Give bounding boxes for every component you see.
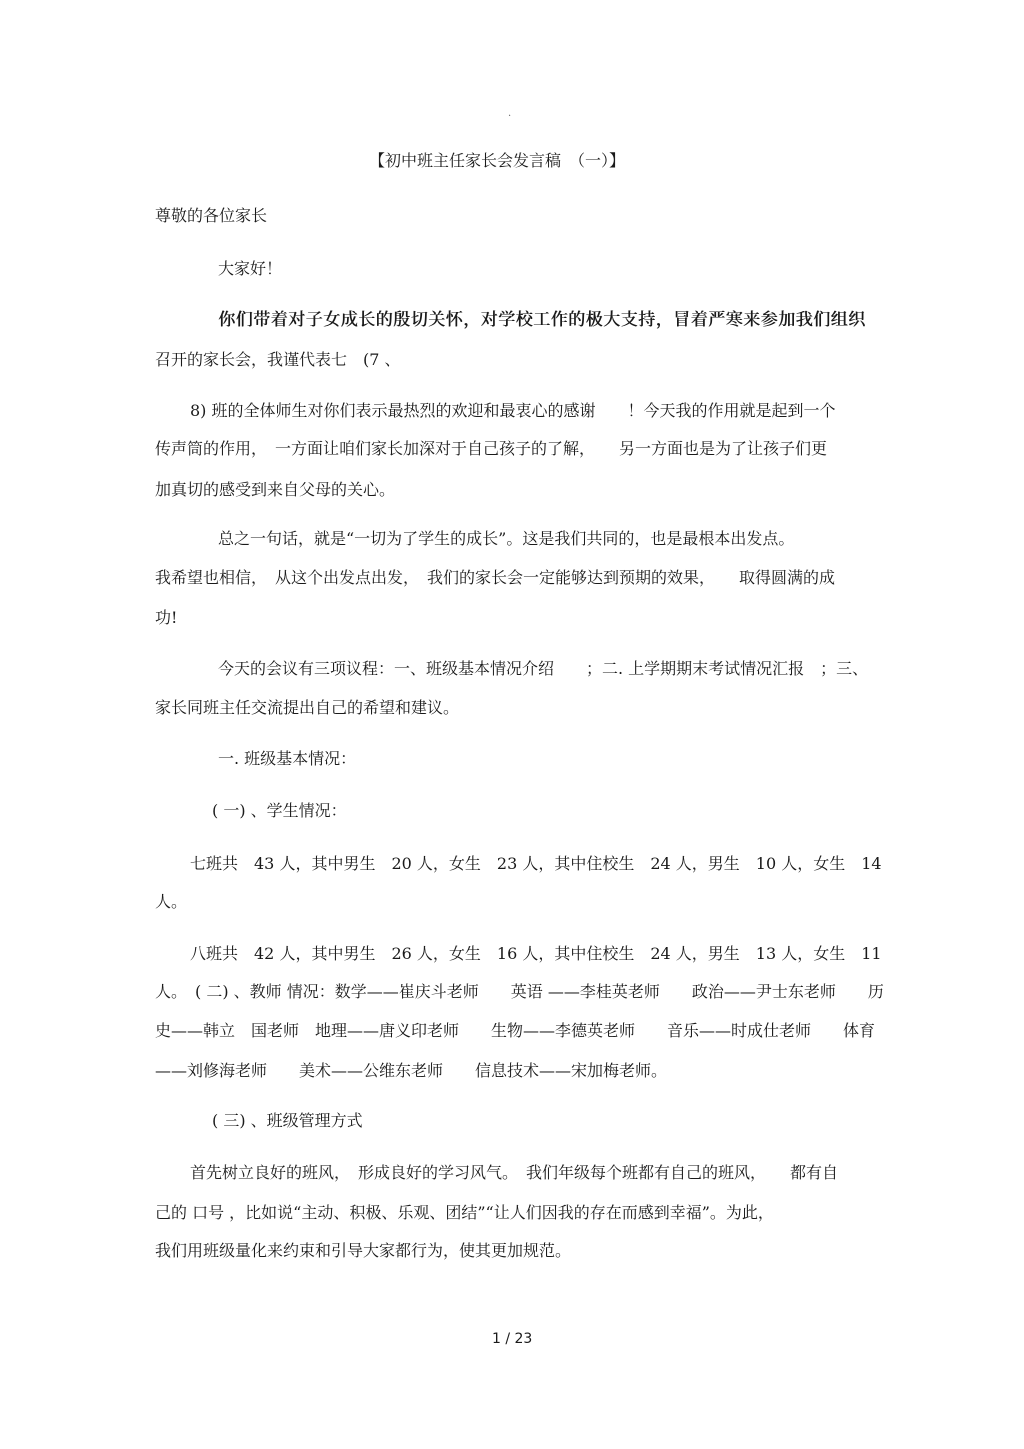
paragraph-line: 8) 班的全体师生对你们表示最热烈的欢迎和最衷心的感谢 ！今天我的作用就是起到一个: [190, 401, 836, 420]
paragraph-line: 功!: [155, 608, 178, 627]
greeting: 大家好！: [218, 259, 283, 278]
section-heading: 一. 班级基本情况：: [218, 749, 357, 768]
paragraph-line: 今天的会议有三项议程：一、班级基本情况介绍 ；二. 上学期期末考试情况汇报 ；三、: [218, 659, 869, 678]
paragraph-line: 加真切的感受到来自父母的关心。: [155, 480, 396, 499]
subsection-heading: ( 一) 、学生情况：: [212, 801, 347, 820]
paragraph-line: 史——韩立 国老师 地理——唐义印老师 生物——李德英老师 音乐——时成仕老师 体育: [155, 1021, 876, 1040]
document-title: 【初中班主任家长会发言稿 （一）】: [369, 151, 626, 170]
paragraph-line: 我希望也相信， 从这个出发点出发， 我们的家长会一定能够达到预期的效果， 取得圆满的成: [155, 568, 836, 587]
paragraph-line: ——刘修海老师 美术——公维东老师 信息技术——宋加梅老师。: [155, 1061, 668, 1080]
paragraph-line: 传声筒的作用， 一方面让咱们家长加深对于自己孩子的了解， 另一方面也是为了让孩子们更: [155, 439, 828, 458]
paragraph-line: 我们用班级量化来约束和引导大家都行为，使其更加规范。: [155, 1241, 572, 1260]
subsection-heading: ( 三) 、班级管理方式: [212, 1111, 363, 1130]
paragraph-line: 首先树立良好的班风， 形成良好的学习风气。 我们年级每个班都有自己的班风， 都有自: [190, 1163, 839, 1182]
header-mark: .: [508, 108, 512, 119]
salutation: 尊敬的各位家长: [155, 206, 268, 225]
page-number: 1 / 23: [492, 1331, 533, 1347]
paragraph-line: 你们带着对子女成长的殷切关怀，对学校工作的极大支持，冒着严寒来参加我们组织: [218, 310, 866, 330]
paragraph-line: 召开的家长会，我谨代表七 (7 、: [155, 350, 401, 369]
paragraph-line: 总之一句话，就是“一切为了学生的成长”。这是我们共同的，也是最根本出发点。: [218, 529, 795, 548]
paragraph-line: 人。: [155, 892, 188, 911]
paragraph-line: 家长同班主任交流提出自己的希望和建议。: [155, 698, 460, 717]
paragraph-line: 七班共 43 人，其中男生 20 人，女生 23 人，其中住校生 24 人，男生 10 人，女生 14: [190, 854, 882, 873]
paragraph-line: 己的 口号 ，比如说“主动、积极、乐观、团结”“让人们因我的存在而感到幸福”。为此，: [155, 1203, 774, 1222]
paragraph-line: 八班共 42 人，其中男生 26 人，女生 16 人，其中住校生 24 人，男生 13 人，女生 11: [190, 944, 882, 963]
paragraph-line: 人。 ( 二) 、教师 情况：数学——崔庆斗老师 英语 ——李桂英老师 政治——尹士东老师 历: [155, 982, 884, 1001]
